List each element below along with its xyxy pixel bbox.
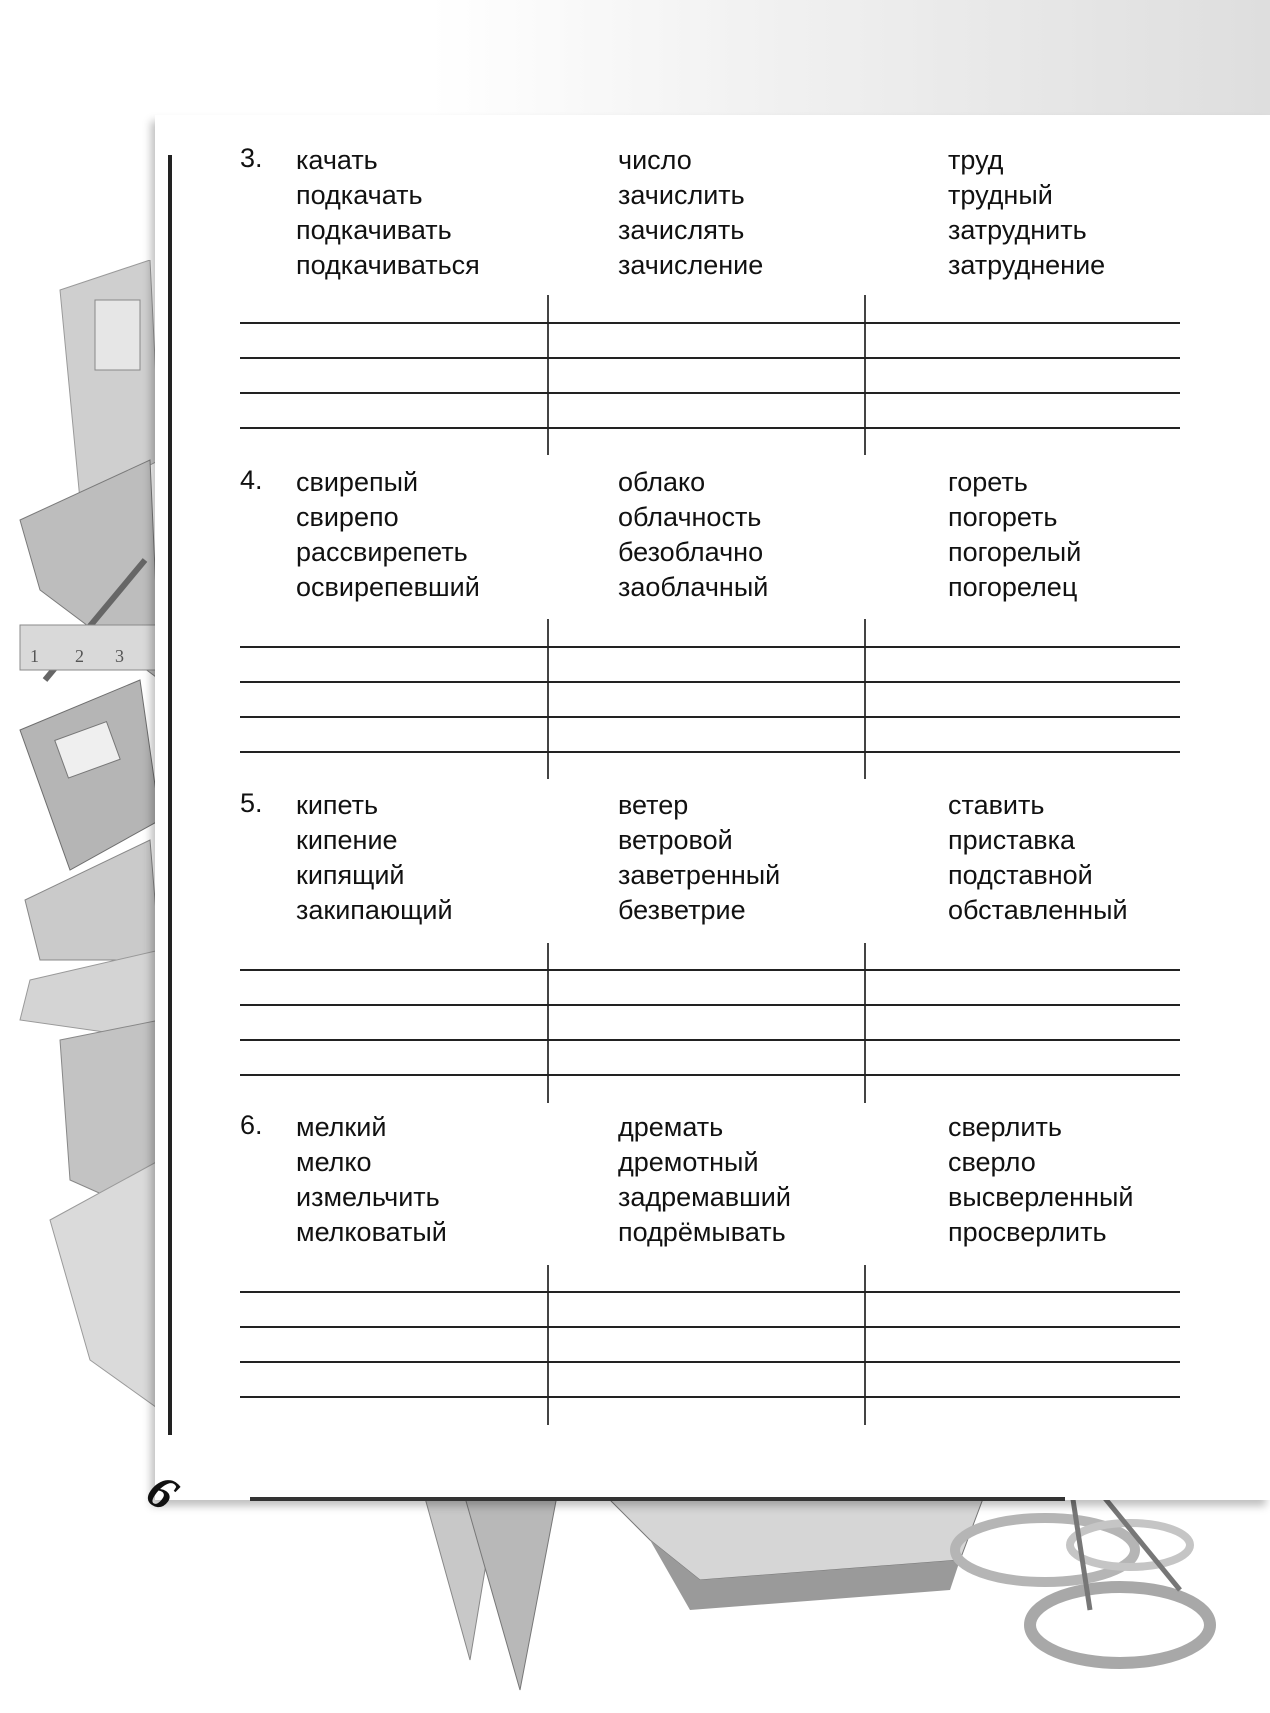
page-border-bottom	[250, 1497, 1065, 1501]
word: подставной	[948, 860, 1093, 890]
word: просверлить	[948, 1217, 1107, 1247]
exercise-3	[0, 115, 1270, 435]
exercise-number: 4.	[240, 465, 263, 495]
writing-line[interactable]	[240, 1326, 1180, 1328]
writing-line[interactable]	[240, 1004, 1180, 1006]
word: затруднение	[948, 250, 1106, 280]
word: труд	[948, 145, 1004, 175]
writing-line[interactable]	[240, 646, 1180, 648]
writing-line[interactable]	[240, 1396, 1180, 1398]
word: погорелец	[948, 572, 1078, 602]
writing-line[interactable]	[240, 1291, 1180, 1293]
word: затруднить	[948, 215, 1087, 245]
exercise-number: 5.	[240, 788, 263, 818]
word: дремать	[618, 1112, 724, 1142]
word: закипающий	[296, 895, 453, 925]
word: задремавший	[618, 1182, 791, 1212]
word: дремотный	[618, 1147, 759, 1177]
exercise-6	[0, 1082, 1270, 1402]
exercise-5	[0, 760, 1270, 1080]
svg-text:3: 3	[115, 646, 124, 666]
page-number: 6	[136, 1463, 188, 1522]
writing-line[interactable]	[240, 322, 1180, 324]
word: свирепо	[296, 502, 399, 532]
word-column-2	[618, 465, 768, 605]
word: ставить	[948, 790, 1045, 820]
column-divider	[547, 943, 549, 1103]
writing-line[interactable]	[240, 1074, 1180, 1076]
exercise-4	[0, 437, 1270, 757]
word-column-1	[296, 1110, 447, 1250]
column-divider	[547, 1265, 549, 1425]
column-divider	[864, 1265, 866, 1425]
word: зачислить	[618, 180, 745, 210]
word: рассвирепеть	[296, 537, 468, 567]
word: безветрие	[618, 895, 746, 925]
column-divider	[864, 943, 866, 1103]
word-column-2	[618, 143, 763, 283]
writing-line[interactable]	[240, 357, 1180, 359]
word: мелко	[296, 1147, 372, 1177]
word: облако	[618, 467, 706, 497]
word: ветровой	[618, 825, 733, 855]
column-divider	[547, 295, 549, 455]
svg-text:2: 2	[75, 646, 84, 666]
exercise-number: 3.	[240, 143, 263, 173]
word: заоблачный	[618, 572, 769, 602]
column-divider	[864, 619, 866, 779]
word: заветренный	[618, 860, 781, 890]
word-column-3	[948, 1110, 1133, 1250]
word: качать	[296, 145, 378, 175]
writing-line[interactable]	[240, 751, 1180, 753]
word: подкачивать	[296, 215, 452, 245]
word: кипящий	[296, 860, 405, 890]
word: мелкий	[296, 1112, 387, 1142]
word: безоблачно	[618, 537, 764, 567]
column-divider	[547, 619, 549, 779]
word-column-1	[296, 788, 453, 928]
writing-line[interactable]	[240, 681, 1180, 683]
word: подкачать	[296, 180, 423, 210]
word: освирепевший	[296, 572, 480, 602]
writing-line[interactable]	[240, 427, 1180, 429]
word-column-1	[296, 143, 480, 283]
word-column-3	[948, 788, 1128, 928]
word: число	[618, 145, 692, 175]
word: приставка	[948, 825, 1076, 855]
writing-line[interactable]	[240, 716, 1180, 718]
word: обставленный	[948, 895, 1128, 925]
word: кипеть	[296, 790, 379, 820]
word: высверленный	[948, 1182, 1134, 1212]
word: зачислять	[618, 215, 745, 245]
writing-line[interactable]	[240, 392, 1180, 394]
word: мелковатый	[296, 1217, 447, 1247]
word-column-2	[618, 788, 780, 928]
writing-line[interactable]	[240, 1039, 1180, 1041]
word: кипение	[296, 825, 398, 855]
word: ветер	[618, 790, 689, 820]
word-column-3	[948, 143, 1105, 283]
word: зачисление	[618, 250, 764, 280]
word: измельчить	[296, 1182, 440, 1212]
word: подкачиваться	[296, 250, 480, 280]
writing-line[interactable]	[240, 1361, 1180, 1363]
top-shade-decoration	[430, 0, 1270, 130]
svg-text:1: 1	[30, 646, 39, 666]
word-column-1	[296, 465, 480, 605]
word: сверло	[948, 1147, 1036, 1177]
word: подрёмывать	[618, 1217, 786, 1247]
word-column-2	[618, 1110, 791, 1250]
word: погорелый	[948, 537, 1082, 567]
word: погореть	[948, 502, 1058, 532]
column-divider	[864, 295, 866, 455]
word: облачность	[618, 502, 762, 532]
word: трудный	[948, 180, 1053, 210]
word: гореть	[948, 467, 1028, 497]
writing-line[interactable]	[240, 969, 1180, 971]
word-column-3	[948, 465, 1081, 605]
word: сверлить	[948, 1112, 1062, 1142]
exercise-number: 6.	[240, 1110, 263, 1140]
word: свирепый	[296, 467, 419, 497]
